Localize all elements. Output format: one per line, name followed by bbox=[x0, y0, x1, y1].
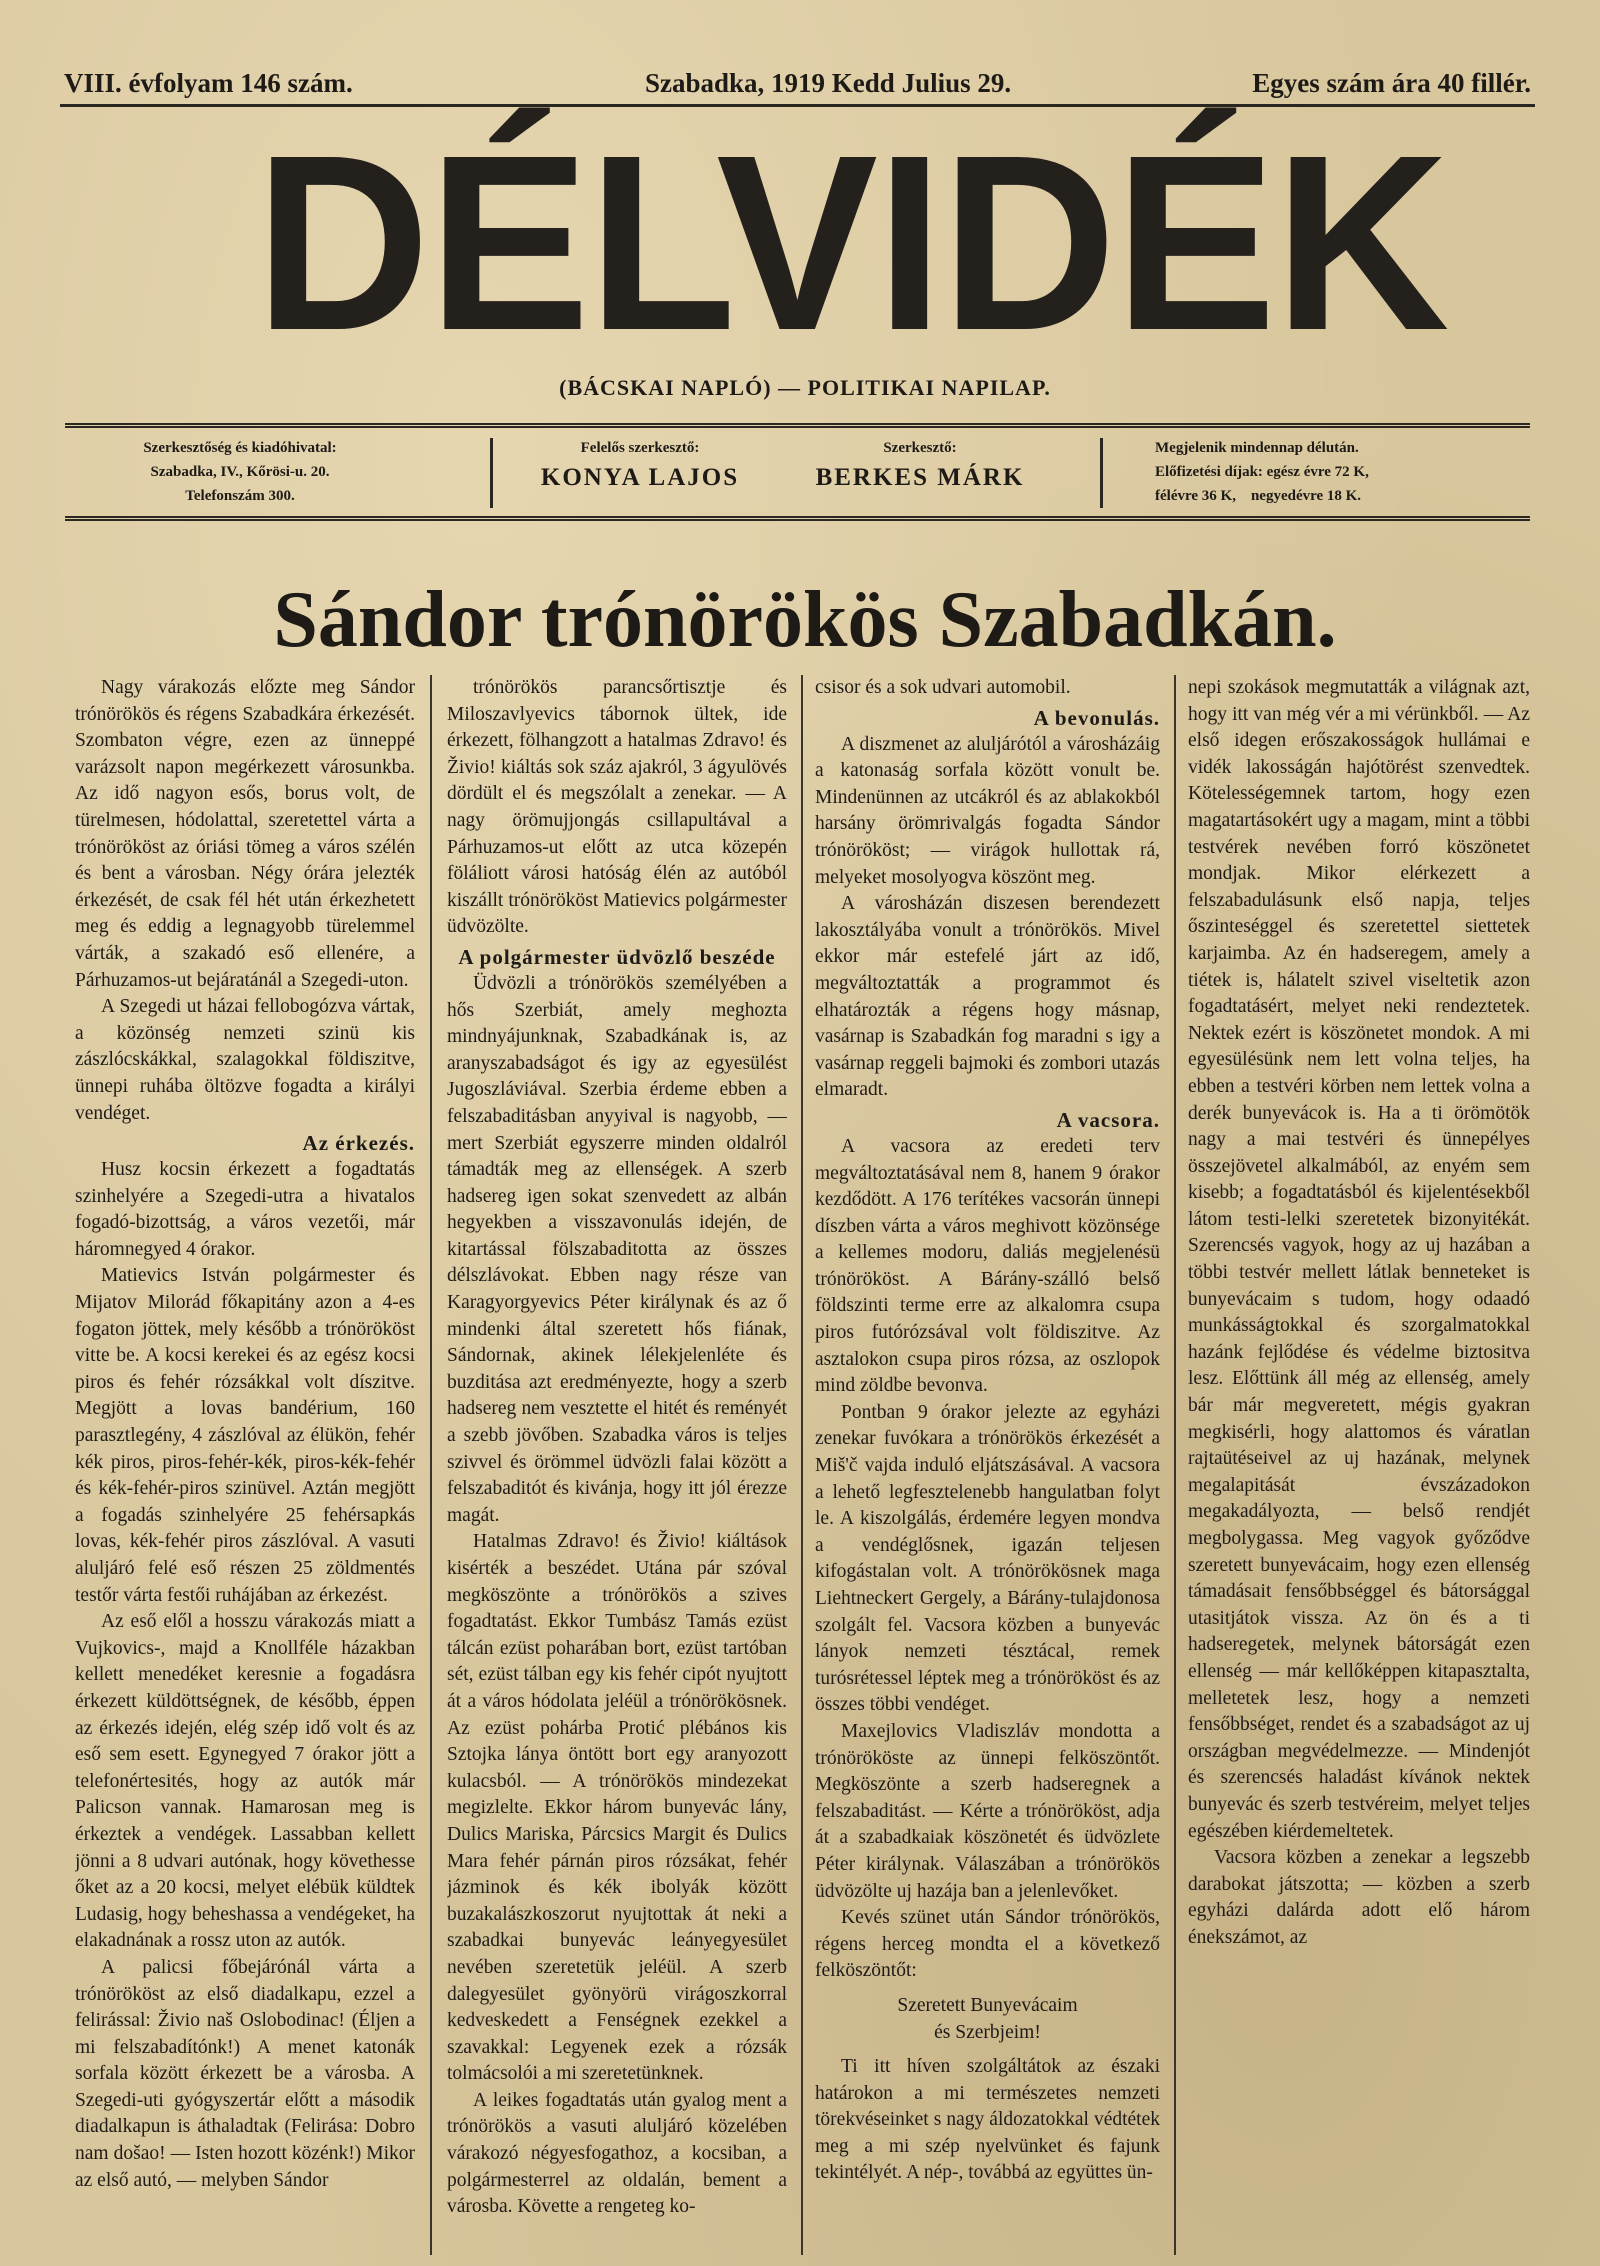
paragraph: Kevés szünet után Sándor trónörökös, régens herceg mondta el a következő felköszöntőt: bbox=[815, 1907, 1160, 1982]
article-headline: Sándor trónörökös Szabadkán. bbox=[273, 576, 1337, 664]
paragraph: A leikes fogadtatás után gyalog ment a trónörökös a vasuti aluljáró közelében várakozó négyesfogathoz, a kocsiban, a polgármesterrel az oldalán, bement a városba. Követte a rengeteg ko- bbox=[447, 2089, 787, 2218]
editor-info bbox=[505, 436, 775, 496]
paragraph: A palicsi főbejárónál várta a trónörököst az első diadalkapu, ezzel a felirással: Živio naš Oslobodinac! (Éljen a mi felszabadítónk!) A menet katonák sorfala között érkezett be a városba. A Szegedi-uti gyógyszertár előtt a második diadalkapun is áthaladtak (Felirása: Dobro nam došao! — Isten hozott közénk!) Mikor az első autó, — melyben Sándor bbox=[75, 1956, 415, 2191]
paragraph: Nagy várakozás előzte meg Sándor trónörökös és régens Szabadkára érkezését. Szombaton végre, ezen az ünneppé varázsolt napon megérkezett városunkba. Az idő nagyon esős, borus volt, de türelmesen, hódolattal, szeretettel várta a trónörököst az óriási tömeg a város szélén és bent a városban. Négy órára jelezték érkezését, de csak fél hét után érkezhetett meg és eddig a legnagyobb türelemmel várták, a szakadó eső ellenére, a Párhuzamos-ut bejáratánál a Szegedi-uton. bbox=[75, 677, 415, 991]
info-bar bbox=[65, 423, 1530, 521]
paragraph: Pontban 9 órakor jelezte az egyházi zenekar fuvókara a trónörökös érkezését a Miš'č vajda induló eljátszásával. A vacsora a lehető legfesztelenebb hangulatban folyt le. A kiszolgálás, érdemére legyen mondva a vendéglősnek, igazán teljesen kifogástalan volt. A trónörökösnek maga Liehtneckert Gergely, a Bárány-tulajdonosa szolgált fel. Vacsora közben a bunyevác lányok nemzeti tésztácal, remek turósrétessel léptek meg a trónörököst és az összes többi vendéget. bbox=[815, 1401, 1160, 1716]
column-rule bbox=[430, 675, 432, 2255]
volume-number: VIII. évfolyam 146 szám. bbox=[64, 68, 353, 98]
column-rule bbox=[801, 675, 803, 2255]
info-divider bbox=[1100, 438, 1103, 508]
office-phone: Telefonszám 300. bbox=[185, 488, 295, 504]
subscription-prices: Előfizetési díjak: egész évre 72 K, bbox=[1155, 464, 1369, 480]
paragraph: Ti itt híven szolgáltátok az északi határokon a mi természetes nemzeti törekvéseinket s nagy áldozatokkal védtétek meg a mi szép nyelvünket és fajunk tekintélyét. A nép-, továbbá az együttes ün- bbox=[815, 2056, 1160, 2184]
newspaper-subtitle: (BÁCSKAI NAPLÓ) — POLITIKAI NAPILAP. bbox=[559, 375, 1051, 400]
section-heading: Az érkezés. bbox=[302, 1131, 415, 1156]
coeditor-label: Szerkesztő: bbox=[883, 440, 957, 456]
coeditor-info bbox=[785, 436, 1055, 496]
section-heading: A bevonulás. bbox=[1033, 705, 1160, 730]
paragraph: Hatalmas Zdravo! és Živio! kiáltások kisérték a beszédet. Utána pár szóval megköszönte a trónörökös a szives fogadtatást. Ekkor Tumbász Tamás ezüst tálcán ezüst poharában bort, ezüst tartóban sét, ezüst tálban egy kis fehér cipót nyujtott át a város hódolata jeléül a trónörökösnek. Az ezüst pohárba Protić plébános kis Sztojka lánya öntött bort egy aranyozott kulacsból. — A trónörökös mindezekat megizlelte. Ekkor három bunyevác lány, Dulics Mariska, Párcsics Margit és Dulics Mara fehér párnán piros rózsákat, fehér jázminok és kék ibolyák között buzakalászkoszorut nyujtottak át neki a szabadkai bunyevác leányegyesület nevében szeretetük jeléül. A szerb dalegyesület gyönyörü virágoszkorral kedveskedett a Fenségnek ezekkel a szavakkal: Legyenek ezek a rózsák tolmácsolói a mi szeretetünknek. bbox=[447, 1531, 787, 2085]
paragraph: A diszmenet az aluljárótól a városházáig a katonaság sorfala között vonult be. Mindenünnen az utcákról és az ablakokból harsány örömrivalgás fogadta Sándor trónörököst; — virágok hullottak rá, melyeket mosolyogva köszönt meg. bbox=[815, 733, 1160, 888]
article-column-2 bbox=[447, 675, 787, 2255]
newspaper-title: DÉLVIDÉK bbox=[255, 103, 1448, 382]
section-heading: A vacsora. bbox=[1056, 1107, 1160, 1132]
article-column-3 bbox=[815, 675, 1160, 2255]
paragraph: Matievics István polgármester és Mijatov Milorád főkapitány azon a 4-es fogaton jöttek, mely később a trónörököst vitte be. A kocsi kerekei és az egész kocsi piros és fehér rózsákkal volt díszitve. Megjött a lovas bandérium, 160 parasztlegény, 4 zászlóval az élükön, fehér kék piros, piros-fehér-kék, piros-kék-fehér és kék-fehér-piros szinüvel. Aztán megjött a fogadás szinhelyére 25 fehérsapkás lovas, kék-fehér piros zászlóval. A vasuti aluljáró felé eső részen 25 zöldmentés testőr várta festői ruhájában az érkezést. bbox=[75, 1265, 415, 1606]
article-column-4 bbox=[1188, 675, 1530, 2255]
paragraph: csisor és a sok udvari automobil. bbox=[815, 677, 1071, 698]
issue-line bbox=[60, 68, 1535, 107]
office-info bbox=[65, 436, 415, 508]
section-heading: A polgármester üdvözlő beszéde bbox=[458, 944, 776, 969]
column-rule bbox=[1174, 675, 1176, 2255]
editor-label: Felelős szerkesztő: bbox=[580, 440, 700, 456]
paragraph: A Szegedi ut házai fellobogózva vártak, a közönség nemzeti szinü kis zászlócskákkal, szalagokkal földiszitve, ünnepi ruhába öltözve fogadta a királyi vendéget. bbox=[75, 996, 415, 1124]
article-column-1 bbox=[75, 675, 415, 2255]
publication-note: Megjelenik mindennap délután. bbox=[1155, 440, 1359, 456]
subscription-prices-2: félévre 36 K, negyedévre 18 K. bbox=[1155, 488, 1362, 504]
issue-date: Szabadka, 1919 Kedd Julius 29. bbox=[645, 68, 1012, 98]
coeditor-name: BERKES MÁRK bbox=[815, 464, 1025, 491]
toast-salutation: Szeretett Bunyevácaim bbox=[897, 1994, 1078, 2016]
info-divider bbox=[490, 438, 493, 508]
office-address: Szabadka, IV., Kőrösi-u. 20. bbox=[150, 464, 330, 480]
paragraph: Vacsora közben a zenekar a legszebb darabokat játszotta; — közben a szerb egyházi dalárda adott elő három énekszámot, az bbox=[1188, 1847, 1530, 1948]
office-label: Szerkesztőség és kiadóhivatal: bbox=[143, 440, 337, 456]
paragraph: Maxejlovics Vladiszláv mondotta a trónörököste az ünnepi felköszöntőt. Megköszönte a szerb hadseregnek a felszabaditást. — Kérte a trónörököst, adja át a szabadkaiak köszönetét és üdvözlete Péter királynak. Válaszában a trónörökös üdvözölte uj hazája ban a jelenlevőket. bbox=[815, 1720, 1160, 1902]
paragraph: A vacsora az eredeti terv megváltoztatásával nem 8, hanem 9 órakor kezdődött. A 176 terítékes vacsorán ünnepi díszben várta a város meghivott közönsége a kellemes modoru, daliás megjelenésü trónörököst. A Bárány-szálló belső földszinti terme erre az alkalomra csupa piros futórózsával volt földiszitve. Az asztalokon csupa piros rózsa, az oszlopok mind zöldbe bevonva. bbox=[815, 1135, 1160, 1397]
issue-price: Egyes szám ára 40 fillér. bbox=[1252, 68, 1531, 98]
paragraph: Üdvözli a trónörökös személyében a hős Szerbiát, amely meghozta mindnyájunknak, Szabadkának is, az aranyszabadságot és igy az egyesülést Jugoszláviával. Szerbia érdeme ebben a felszabaditásban anyyival is nagyobb, — mert Szerbiát egyszerre minden oldalról támadták meg az ellenségek. A szerb hadsereg igen sokat szenvedett az albán hegyekben a visszavonulás idején, de kitartással fölszabaditotta az összes délszlávokat. Ebben nagy része van Karagyorgyevics Péter királynak és az ő mindenki által szeretett hős fiának, Sándornak, akinek lélekjelenléte és buzditása azt eredményezte, hogy a szerb hadsereg nem vesztette el hitét és reményét a szebb jövőben. Szabadka város is teljes szivvel és örömmel üdvözli falai között a felszabaditót és kivánja, hogy itt jól érezze magát. bbox=[447, 972, 787, 1526]
paragraph: trónörökös parancsőrtisztje és Miloszavlyevics tábornok ültek, ide érkezett, fölhangzott a hatalmas Zdravo! és Živio! kiáltás sok száz ajakról, 3 ágyulövés dördült el és megszólalt a zenekar. — A nagy örömujjongás csillapultával a Párhuzamos-ut előtt az utca közepén föláliott városi hatóság élén az autóból kiszállt trónörököst Matievics polgármester üdvözölte. bbox=[447, 677, 787, 938]
paragraph: nepi szokások megmutatták a világnak azt, hogy itt van még vér a mi vérünkből. — Az első idegen erőszakosságok hullámai e vidék lakosságán hajótörést szenvedtek. Kötelességemnek tartom, hogy ezen magatartásokért ugy a magam, mint a többi testvérek nevében forró köszönetet mondjak. Mikor elérkezett a felszabadulásunk első napja, teljes őszinteséggel és szeretettel siettetek karjaimba. Az én hadseregem, amely a tiétek is, hálatelt szivel viseltetik azon fogadtatásért, melyet neki rendeztetek. Nektek ezért is köszönetet mondok. A mi egyesülésünk nem lett volna teljes, ha ebben a testvéri körben nem lettek volna a derék bunyevácok is. Ha a ti örömötök nagy a mai testvéri és ünnepélyes összejövetel alkalmából, az enyém sem kisebb; a fogadtatásból és kijelentésekből látom testi-lelki szeretetek bizonyitékát. Szerencsés vagyok, hogy az uj hazában a többi testvér mellett látlak benneteket is bunyevácaim s tudom, hogy odaadó munkásságtokkal és szorgalmatokkal hazánk fejlődése és védelme biztositva lesz. Előttünk áll még az ellenség, amely bár már megveretett, mégis gyakran megkisérli, hogy alattomos és váratlan rajtaütéseivel az uj hazának, melynek megalapitását évszázadokon megakadályozta, — belső rendjét megbolygassa. Meg vagyok győződve szeretett bunyevácaim, hogy ezen ellenség támadásait fensőbbséggel és bátorsággal utasitjátok vissza. Az ön és a ti hadseregetek, melynek bátorságát ezen ellenség — már kellőképpen kitapasztalta, melletetek lesz, hogy a nemzeti fensőbbséget, rendet és a szabadságot az uj országban megvédelmezze. — Mindenjót és szerencsés haladást kívánok nektek bunyevác és szerb testvéreim, melyet teljes egészében kiérdemeltetek. bbox=[1188, 677, 1530, 1842]
paragraph: Az eső elől a hosszu várakozás miatt a Vujkovics-, majd a Knollféle házakban kellett menedéket keresnie a fogadásra érkezett küldöttségnek, de később, éppen az érkezés idején, elég szép idő volt és az eső sem esett. Egynegyed 7 órakor jött a telefonértesités, hogy az autók már Palicson vannak. Hamarosan meg is érkeztek a vendégek. Lassabban kellett jönni a 8 udvari autónak, hogy követhesse őket az a 20 kocsi, melyet elébük küldtek Ludasig, hogy beheshassa a vendégeket, ha elakadnának a rossz uton az autók. bbox=[75, 1611, 415, 1952]
toast-salutation-2: és Szerbjeim! bbox=[934, 2021, 1041, 2043]
paragraph: Husz kocsin érkezett a fogadtatás szinhelyére a Szegedi-utra a hivatalos fogadó-bizottság, a város vezetői, már háromnegyed 4 órakor. bbox=[75, 1159, 415, 1260]
subscription-info bbox=[1155, 436, 1525, 508]
editor-name: KONYA LAJOS bbox=[540, 464, 740, 491]
paragraph: A városházán diszesen berendezett lakosztályába vonult a trónörökös. Mivel ekkor már estefelé járt az idő, megváltoztatták a programmot és elhatározták a régens hogy másnap, vasárnap is Szabadkán fog maradni s igy a vasárnap reggeli bajmoki és zombori utazás elmaradt. bbox=[815, 893, 1160, 1101]
